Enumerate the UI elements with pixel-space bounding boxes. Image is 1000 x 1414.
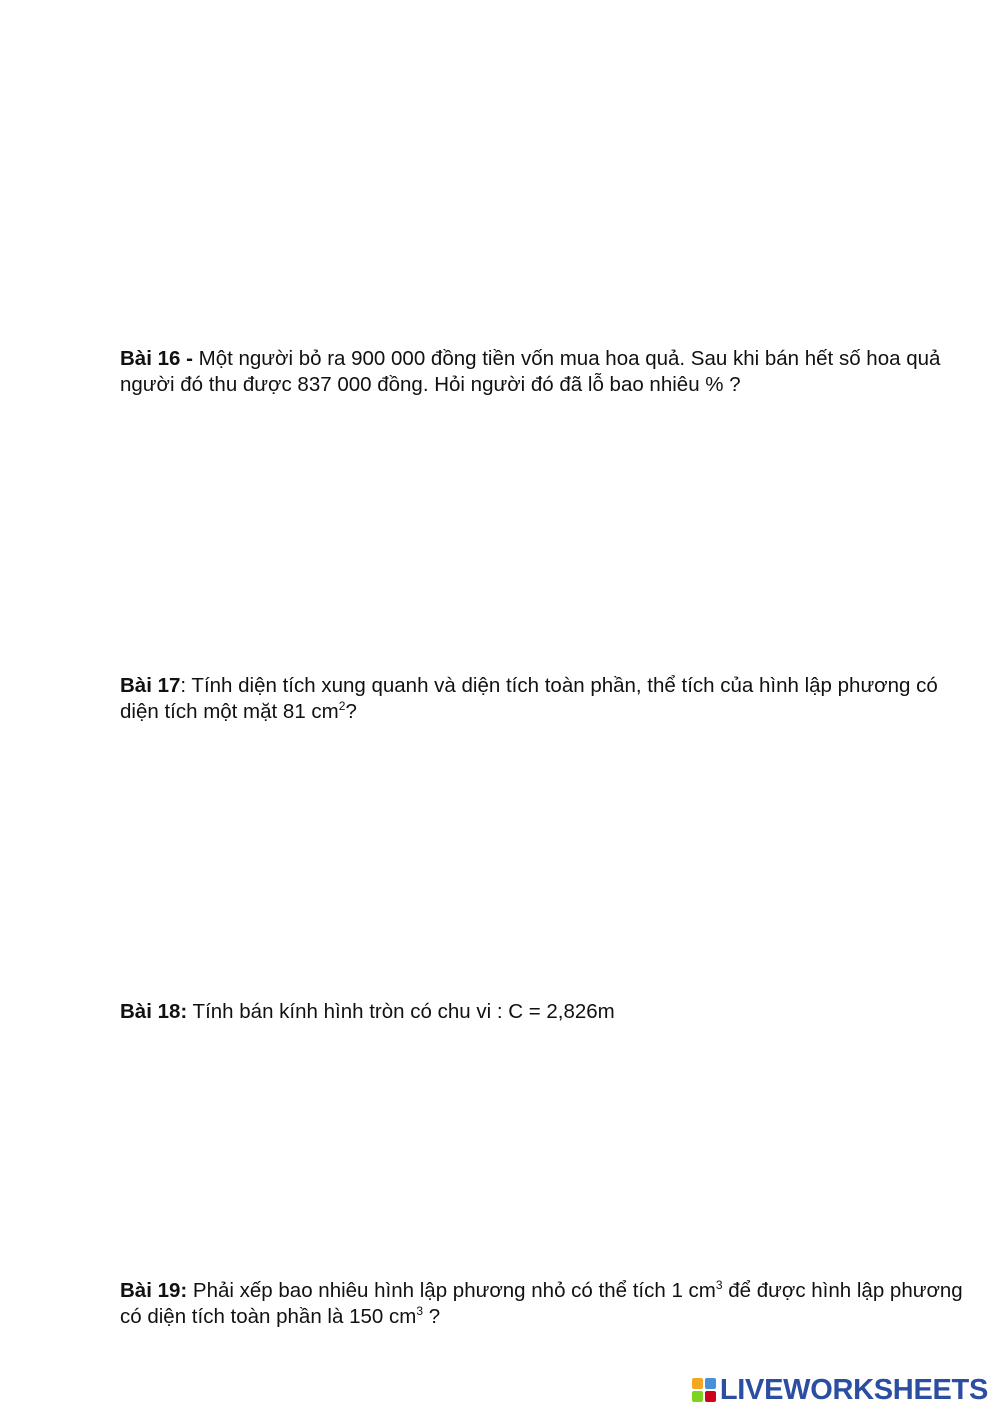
problem-19-superscript-2: 3 <box>416 1304 423 1318</box>
problem-17-text: : Tính diện tích xung quanh và diện tích toàn phần, thể tích của hình lập phương có diện tích một mặt 81 cm <box>120 674 938 723</box>
problem-19 <box>120 1278 978 1330</box>
problem-19-text-middle: để được hình lập phương có diện tích toàn phần là 150 cm <box>120 1279 963 1328</box>
problem-18-number: Bài 18: <box>120 1000 188 1023</box>
problem-17 <box>120 673 978 725</box>
logo-square-1 <box>692 1378 703 1389</box>
problem-16 <box>120 346 978 398</box>
liveworksheets-wordmark: LIVEWORKSHEETS <box>719 1374 988 1406</box>
liveworksheets-logo-icon <box>692 1378 716 1402</box>
problem-19-text-end: ? <box>423 1305 441 1328</box>
problem-18 <box>120 999 978 1025</box>
problem-17-superscript: 2 <box>338 699 346 713</box>
logo-square-2 <box>705 1378 716 1389</box>
problem-19-number: Bài 19: <box>120 1279 188 1302</box>
problem-19-superscript: 3 <box>715 1278 723 1292</box>
logo-square-4 <box>705 1391 716 1402</box>
problem-19-text: Phải xếp bao nhiêu hình lập phương nhỏ có thể tích 1 cm <box>187 1279 716 1302</box>
problem-16-number: Bài 16 - <box>120 347 193 370</box>
logo-square-3 <box>692 1391 703 1402</box>
problem-18-text: Tính bán kính hình tròn có chu vi : C = 2,826m <box>187 1000 615 1023</box>
problem-16-text: Một người bỏ ra 900 000 đồng tiền vốn mua hoa quả. Sau khi bán hết số hoa quả người đó thu được 837 000 đồng. Hỏi người đó đã lỗ bao nhiêu % ? <box>120 347 941 396</box>
problem-17-number: Bài 17 <box>120 674 181 697</box>
problem-17-text-end: ? <box>345 700 357 723</box>
liveworksheets-branding <box>692 1374 988 1406</box>
